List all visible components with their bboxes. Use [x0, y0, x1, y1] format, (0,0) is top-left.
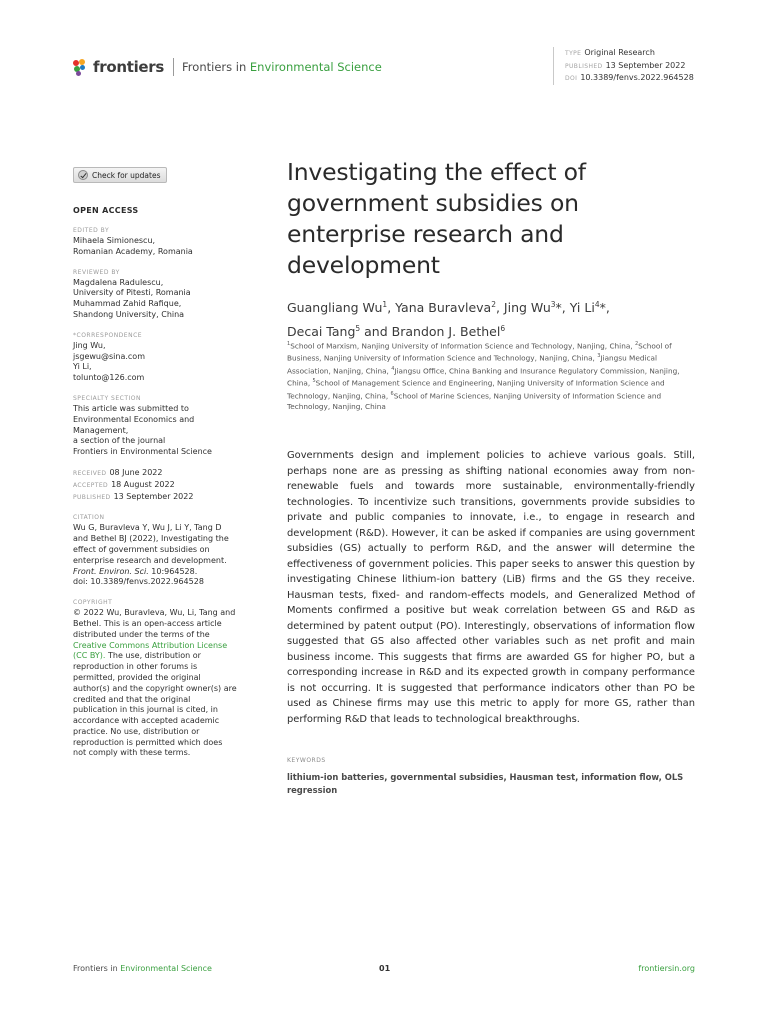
published-date: 13 September 2022	[113, 491, 194, 501]
section-label: COPYRIGHT	[73, 599, 113, 607]
sidebar-line: Shandong University, China	[73, 309, 185, 319]
footer-site-link[interactable]: frontiersin.org	[638, 964, 695, 973]
sidebar-line: Wu G, Buravleva Y, Wu J, Li Y, Tang D	[73, 523, 222, 533]
checkmark-icon	[78, 170, 88, 180]
sidebar-line: and Bethel BJ (2022), Investigating the	[73, 534, 229, 544]
journal-prefix: Frontiers in	[182, 60, 247, 74]
author-name[interactable]: Yana Buravleva	[395, 300, 492, 316]
received-date: 08 June 2022	[109, 467, 163, 477]
journal-title[interactable]	[182, 60, 382, 74]
citation-volume: 10:964528.	[148, 566, 198, 576]
author-sup: 4	[594, 300, 600, 309]
article-title	[287, 157, 647, 281]
page-number: 01	[379, 964, 391, 973]
sidebar-line: Muhammad Zahid Rafique,	[73, 299, 182, 309]
affiliation: Jiangsu Medical Association, Nanjing, China,	[287, 353, 657, 376]
specialty-section	[73, 394, 243, 458]
published-label: PUBLISHED	[73, 493, 111, 501]
sidebar-line: author(s) and the copyright owner(s) are	[73, 683, 237, 693]
sidebar-line: Jing Wu,	[73, 340, 106, 350]
citation-journal: Front. Environ. Sci.	[73, 566, 149, 576]
published-value: 13 September 2022	[605, 60, 686, 70]
sidebar-line: Bethel. This is an open-access article	[73, 618, 222, 628]
type-value: Original Research	[584, 48, 655, 57]
copyright-section	[73, 598, 243, 759]
license-link-short[interactable]: (CC BY).	[73, 651, 106, 661]
affil-sup: 6	[390, 390, 394, 397]
abstract: Governments design and implement policies to achieve various goals. Still, perhaps none are as pressing as shifting national economies away from non-renewable fuels and towards more sustainable, environmentally-friendly technologies. To incentivize such transitions, governments provide subsidies to private and public companies to innovate, i.e., to engage in research and development (R&D). However, it can be asked if companies are using government subsidies (GS) actually to perform R&D, and the answer will determine the effectiveness of government policies. This paper seeks to answer this question by investigating Chinese lithium-ion battery (LiB) firms and the GS they receive. Hausman tests, fixed- and random-effects models, and Generalized Method of Moments confirmed a positive but weak correlation between GS and R&D as determined by patent output (PO). Interestingly, observations of information flow suggested that GS also affected other variables such as net profit and main business income. This suggests that firms are awarded GS for higher PO, but a corresponding increase in R&D and its expected growth in company performance is not occurring. It is suggested that performance indicators other than PO be used as Chinese firms may use this metric to apply for more GS, rather than performing R&D that leads to technological breakthroughs.	[287, 450, 695, 725]
title-line: enterprise research and	[287, 220, 564, 248]
sidebar-line: Romanian Academy, Romania	[73, 246, 193, 256]
author-sep: and	[360, 324, 392, 340]
title-line: development	[287, 251, 440, 279]
footer-journal	[73, 964, 212, 973]
sidebar-line: a section of the journal	[73, 436, 166, 446]
open-access-label: OPEN ACCESS	[73, 206, 139, 215]
sidebar-line: permitted, provided the original	[73, 672, 201, 682]
author-sup: 1	[382, 300, 388, 309]
author-name[interactable]: Yi Li	[569, 300, 595, 316]
affil-sup: 5	[312, 378, 316, 385]
affiliation: School of Management Science and Engineering, Nanjing University of Information Science and Technology, Nanjing, China,	[287, 378, 665, 401]
edited-by-section	[73, 226, 243, 258]
sidebar-line: credited and that the original	[73, 694, 191, 704]
section-label: *CORRESPONDENCE	[73, 331, 143, 339]
email-link[interactable]: tolunto@126.com	[73, 373, 145, 383]
license-line	[73, 651, 243, 662]
author-sup: 6	[500, 324, 506, 334]
sidebar-line: reproduction in other forums is	[73, 662, 198, 672]
author-list	[287, 294, 687, 342]
affiliation: Jiangsu Office, China Banking and Insurance Regulatory Commission, Nanjing, China,	[287, 366, 680, 388]
sidebar-line: not comply with these terms.	[73, 748, 191, 758]
received-label: RECEIVED	[73, 469, 107, 477]
section-label: CITATION	[73, 514, 105, 522]
footer-prefix: Frontiers in	[73, 964, 118, 973]
author-sup: 3	[550, 300, 556, 309]
sidebar-line: Mihaela Simionescu,	[73, 236, 156, 245]
sidebar-line: reproduction is permitted which does	[73, 737, 223, 747]
author-name[interactable]: Decai Tang	[287, 324, 356, 340]
author-sep: ,	[387, 300, 396, 316]
sidebar-line: Management,	[73, 425, 129, 435]
sidebar-line: Yi Li,	[73, 362, 92, 372]
published-label: PUBLISHED	[565, 62, 603, 70]
sidebar-line: accordance with accepted academic	[73, 716, 220, 726]
sidebar-line: University of Pitesti, Romania	[73, 288, 191, 298]
affil-sup: 4	[391, 365, 395, 372]
affil-sup: 1	[287, 341, 291, 347]
author-sep: ,	[605, 300, 610, 316]
brand-divider	[173, 58, 174, 76]
sidebar-line: enterprise research and development.	[73, 555, 227, 565]
section-label: SPECIALTY SECTION	[73, 394, 141, 402]
corresponding-star: *	[555, 300, 562, 316]
section-label: EDITED BY	[73, 227, 110, 234]
journal-field: Environmental Science	[249, 60, 382, 74]
doi-value[interactable]: 10.3389/fenvs.2022.964528	[580, 73, 694, 82]
dates-section	[73, 468, 243, 503]
check-updates-button[interactable]	[73, 167, 167, 183]
check-updates-label: Check for updates	[92, 170, 161, 180]
doi-label: DOI	[565, 75, 578, 82]
sidebar-line: distributed under the terms of the	[73, 629, 210, 639]
license-after: The use, distribution or	[105, 651, 201, 661]
title-line: Investigating the effect of	[287, 158, 586, 186]
article-meta	[553, 47, 694, 85]
author-sup: 2	[491, 300, 496, 309]
frontiers-logo-icon	[73, 59, 88, 76]
accepted-date: 18 August 2022	[111, 479, 175, 489]
footer-journal-name: Environmental Science	[120, 964, 212, 973]
sidebar-line: © 2022 Wu, Buravleva, Wu, Li, Tang and	[73, 608, 236, 618]
affiliation: School of Marxism, Nanjing University of Information Science and Technology, Nanjing, China,	[290, 341, 633, 351]
accepted-label: ACCEPTED	[73, 481, 109, 489]
affiliations	[287, 339, 697, 412]
license-link[interactable]: Creative Commons Attribution License	[73, 640, 228, 650]
citation-section	[73, 513, 243, 588]
article-sidebar	[73, 206, 243, 769]
sidebar-line: effect of government subsidies on	[73, 544, 210, 554]
keywords-label: KEYWORDS	[287, 757, 326, 764]
sidebar-line: Magdalena Radulescu,	[73, 277, 164, 287]
sidebar-line: practice. No use, distribution or	[73, 726, 200, 736]
type-label: TYPE	[565, 50, 582, 57]
citation-journal-line	[73, 567, 243, 578]
journal-brand	[73, 56, 382, 78]
sidebar-line: This article was submitted to	[73, 403, 189, 413]
title-line: government subsidies on	[287, 189, 579, 217]
citation-doi[interactable]: doi: 10.3389/fenvs.2022.964528	[73, 577, 204, 587]
affiliation: School of Business, Nanjing University of Information Science and Technology, Nanjing, China,	[287, 341, 672, 363]
reviewed-by-section	[73, 268, 243, 321]
sidebar-line: publication in this journal is cited, in	[73, 705, 218, 715]
affil-sup: 2	[634, 341, 639, 347]
sidebar-line: Frontiers in Environmental Science	[73, 447, 212, 457]
author-sup: 5	[355, 324, 361, 334]
author-sep: ,	[561, 300, 570, 316]
author-name[interactable]: Jing Wu	[503, 300, 551, 316]
author-sep: ,	[495, 300, 504, 316]
author-name[interactable]: Brandon J. Bethel	[391, 324, 501, 340]
affil-sup: 3	[597, 353, 601, 360]
email-link[interactable]: jsgewu@sina.com	[73, 351, 145, 361]
author-name[interactable]: Guangliang Wu	[287, 300, 383, 316]
brand-wordmark: frontiers	[93, 58, 165, 76]
keywords: lithium-ion batteries, governmental subsidies, Hausman test, information flow, OLS regression	[287, 772, 684, 795]
corresponding-star: *	[599, 300, 606, 316]
sidebar-line: Environmental Economics and	[73, 414, 195, 424]
correspondence-section	[73, 331, 243, 384]
affiliation: School of Marine Sciences, Nanjing University of Information Science and Technology, Nanjing, China	[287, 391, 662, 412]
section-label: REVIEWED BY	[73, 268, 120, 276]
